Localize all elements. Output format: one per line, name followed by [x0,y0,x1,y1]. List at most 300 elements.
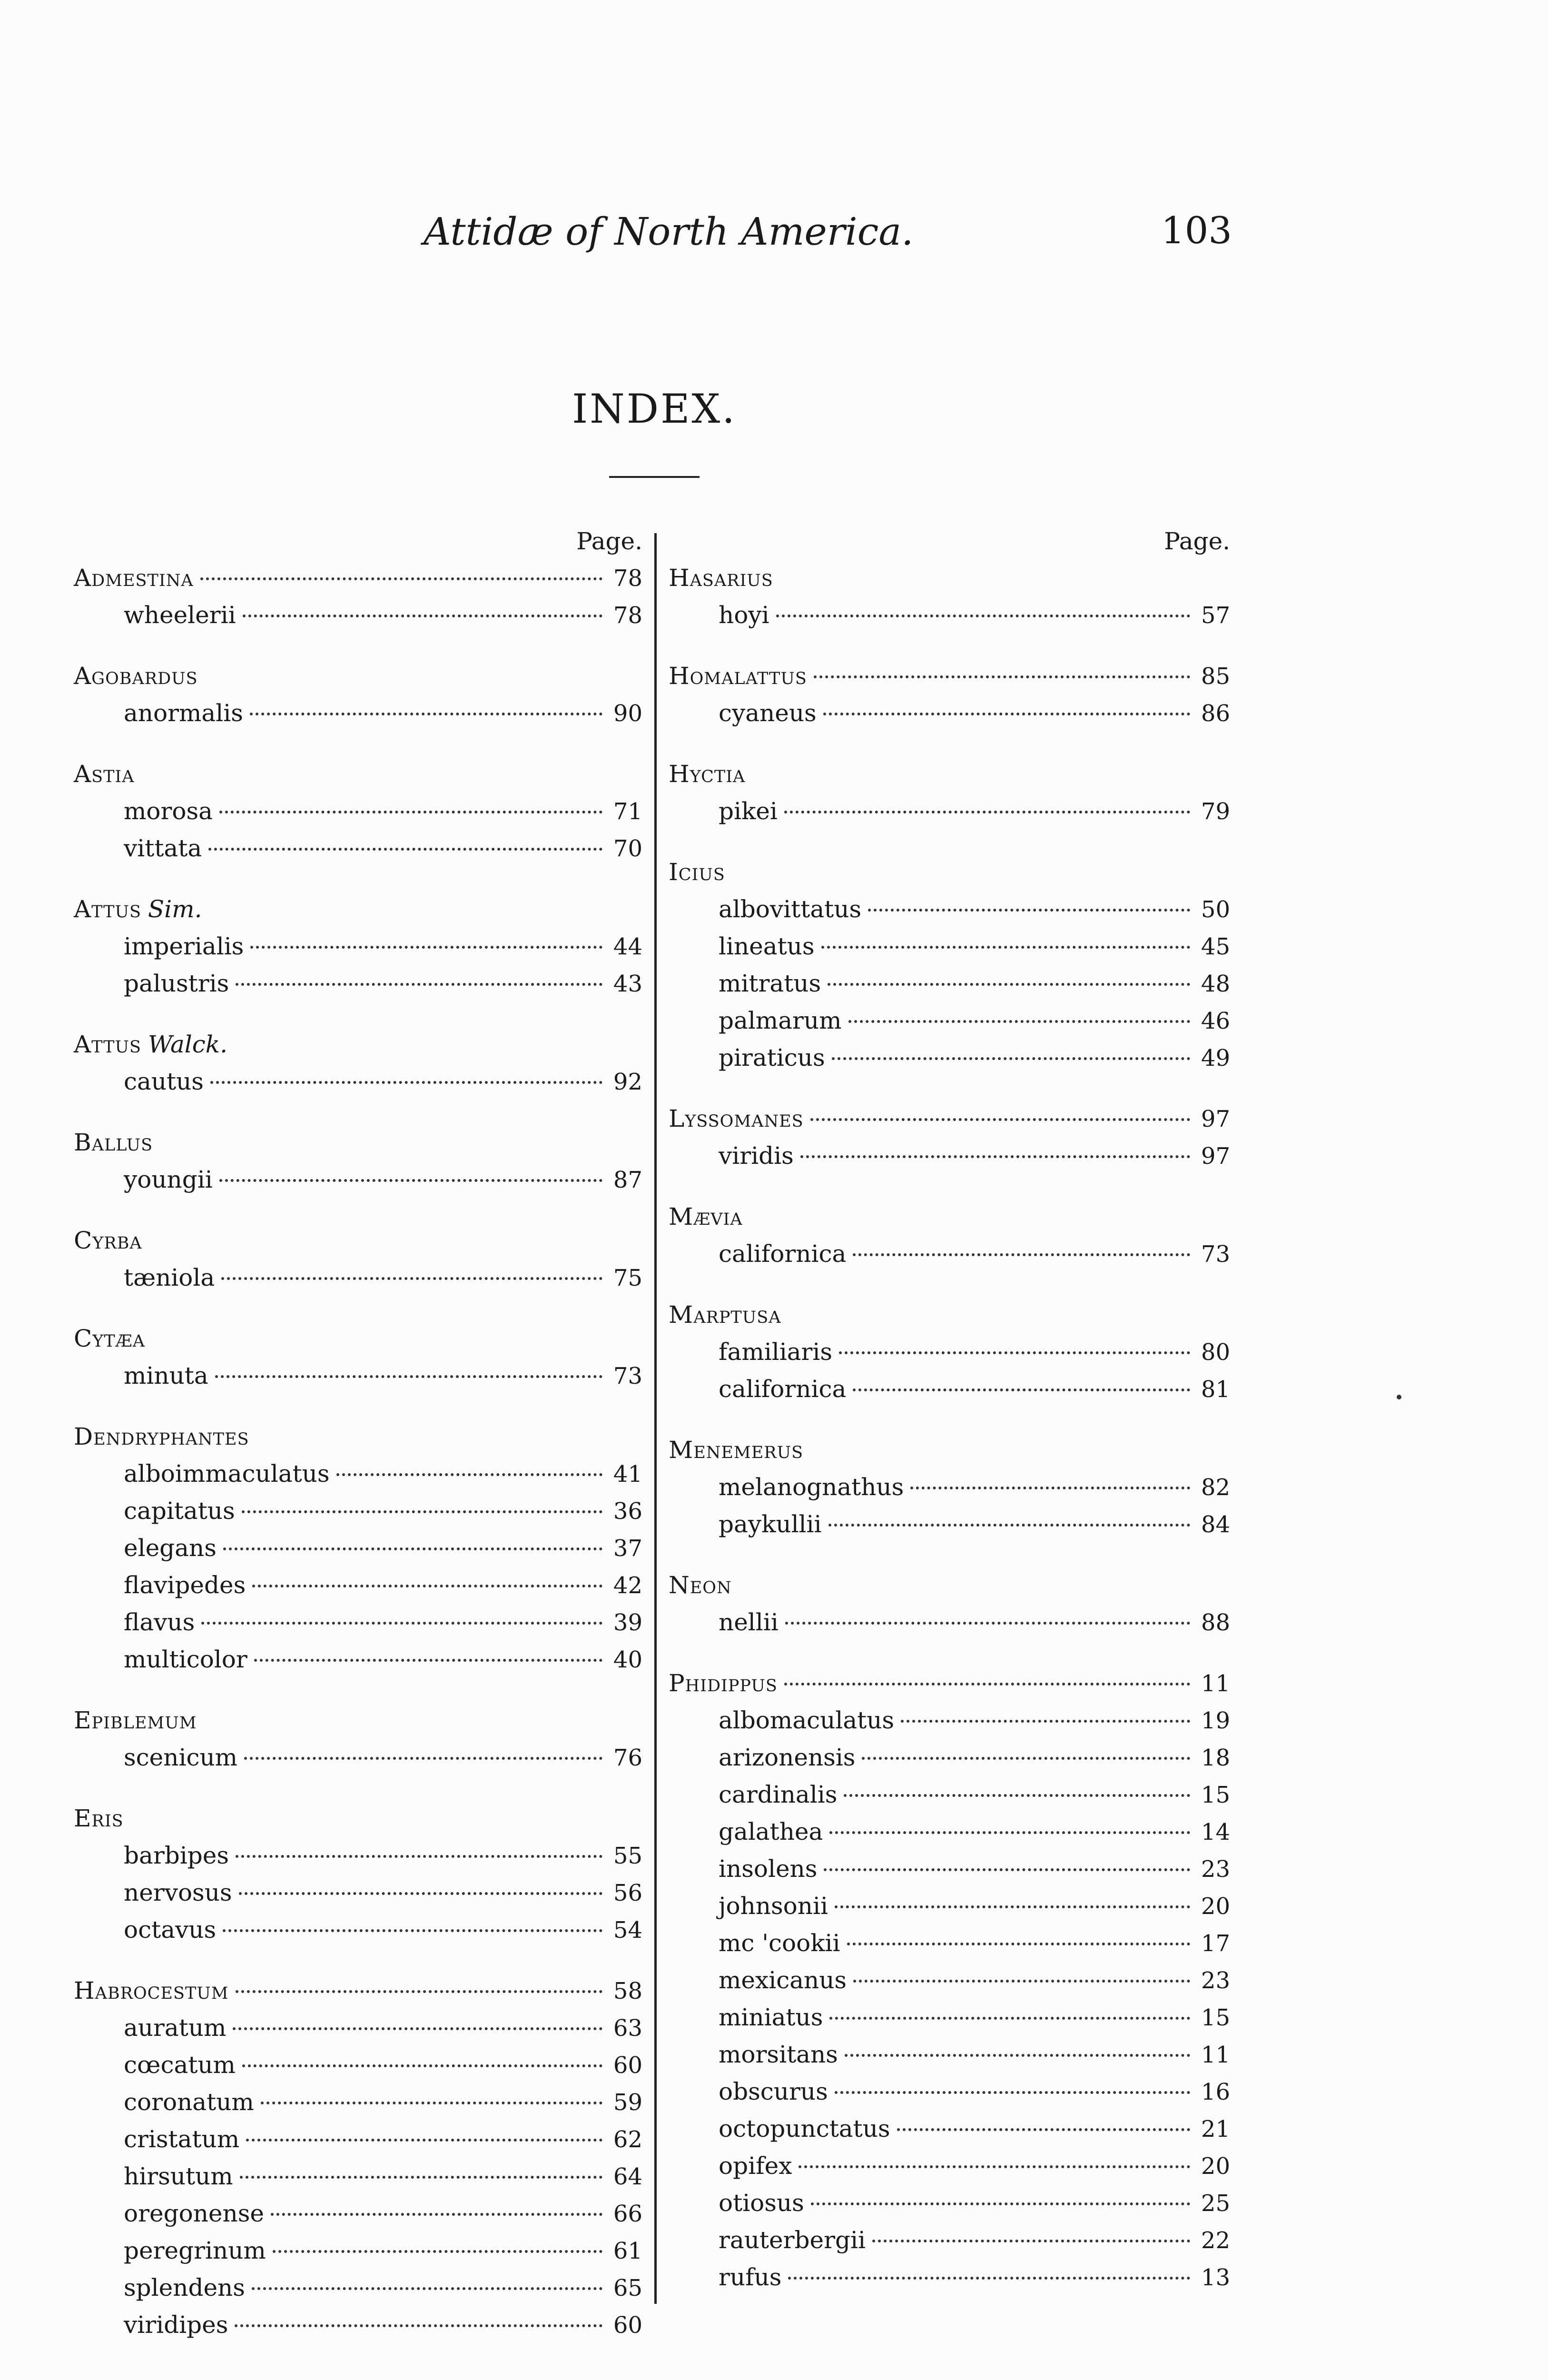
page-ref: 54 [613,1917,642,1944]
page-ref: 23 [1201,1856,1230,1883]
leader-dots [828,1524,1190,1527]
species-row [74,2009,642,2046]
species-name: cristatum [124,2125,240,2153]
leader-dots [828,983,1190,986]
leader-dots [872,2240,1190,2242]
species-name: cyaneus [719,699,817,727]
genus-row [669,853,1230,891]
species-name: wheelerii [124,601,236,629]
species-name: viridis [719,1142,794,1170]
page-ref: 36 [613,1498,642,1525]
leader-dots [221,1277,602,1280]
index-entry [74,1100,642,1198]
genus-row [669,559,1230,596]
leader-dots [242,2064,602,2067]
species-row [669,2221,1230,2259]
species-row [74,1911,642,1948]
page-ref: 64 [613,2163,642,2190]
page-ref: 15 [1201,2004,1230,2031]
species-row [74,1529,642,1567]
species-row [669,1506,1230,1543]
species-row [669,928,1230,965]
leader-dots [271,2213,602,2216]
leader-dots [845,2054,1190,2057]
species-name: vittata [124,834,202,862]
page-number: 103 [1161,209,1232,252]
genus-author: Walck. [148,1031,227,1058]
page-ref: 43 [613,971,642,997]
species-row [669,1604,1230,1641]
page-column-label: Page. [1164,527,1230,555]
page-column-label: Page. [576,527,642,555]
species-row [669,1002,1230,1039]
genus-row [74,1124,642,1161]
genus-name: Admestina [74,564,194,592]
species-name: hoyi [719,601,769,629]
leader-dots [784,811,1190,813]
species-name: cœcatum [124,2051,236,2079]
species-row [74,2121,642,2158]
page-ref: 66 [613,2201,642,2227]
species-row [669,1813,1230,1850]
leader-dots [853,1980,1190,1983]
leader-dots [811,2202,1190,2205]
genus-row [74,1418,642,1455]
column-divider [654,533,657,2304]
genus-name: Phidippus [669,1669,778,1697]
genus-name: Astia [74,760,135,788]
species-name: paykullii [719,1510,822,1538]
leader-dots [853,1253,1190,1256]
page-ref: 23 [1201,1967,1230,1994]
species-name: anormalis [124,699,243,727]
entry-spacer [74,1394,642,1418]
index-entry [669,1408,1230,1543]
genus-name: Attus [74,1031,141,1058]
genus-name: Hyctia [669,760,746,788]
species-row [74,1567,642,1604]
page-ref: 73 [1201,1241,1230,1268]
species-row [74,1161,642,1198]
index-entry [74,634,642,732]
index-entry [74,1002,642,1100]
species-name: pikei [719,797,778,825]
genus-name: Ballus [74,1129,153,1156]
species-name: miniatus [719,2003,823,2031]
genus-row [669,1665,1230,1702]
leader-dots [210,1081,602,1084]
leader-dots [823,713,1190,715]
index-entry [74,1776,642,1948]
species-row [74,2195,642,2232]
species-row [74,793,642,830]
species-row [74,965,642,1002]
page-ref: 87 [613,1167,642,1193]
page-ref: 21 [1201,2116,1230,2142]
species-name: morsitans [719,2041,838,2068]
species-row [669,1850,1230,1887]
species-row [669,1235,1230,1272]
species-name: johnsonii [719,1892,828,1920]
species-row [74,694,642,732]
page-ref: 11 [1201,1670,1230,1697]
species-name: splendens [124,2274,245,2301]
entry-spacer [74,1296,642,1320]
page-ref: 60 [613,2312,642,2339]
leader-dots [336,1473,603,1476]
species-name: oregonense [124,2200,264,2227]
page-ref: 25 [1201,2190,1230,2217]
species-row [669,1739,1230,1776]
species-row [74,2232,642,2269]
page-ref: 20 [1201,1893,1230,1920]
index-entry [74,1948,642,2343]
index-entry [669,1076,1230,1174]
page-ref: 11 [1201,2042,1230,2068]
page-ref: 79 [1201,798,1230,825]
page-ref: 19 [1201,1707,1230,1734]
genus-name: Cytæa [74,1325,146,1352]
page-ref: 15 [1201,1782,1230,1808]
genus-name: Agobardus [74,662,198,690]
page-ref: 97 [1201,1106,1230,1132]
species-row [74,1063,642,1100]
genus-row [74,1222,642,1259]
page-ref: 16 [1201,2079,1230,2105]
species-row [669,2110,1230,2147]
page-ref: 45 [1201,933,1230,960]
leader-dots [208,848,602,851]
running-title: Attidæ of North America. [424,209,914,254]
page-ref: 88 [1201,1609,1230,1636]
species-name: opifex [719,2152,792,2180]
leader-dots [862,1757,1190,1760]
page-ref: 62 [613,2126,642,2153]
leader-dots [236,1990,602,1993]
genus-row [669,1567,1230,1604]
species-row [669,1333,1230,1370]
genus-row [74,559,642,596]
species-row [74,1357,642,1394]
page-ref: 73 [613,1363,642,1389]
species-row [669,1924,1230,1962]
page-ref: 14 [1201,1819,1230,1845]
species-row [669,2184,1230,2221]
entry-spacer [74,1678,642,1702]
page-ref: 63 [613,2015,642,2042]
index-entry [74,559,642,634]
genus-name: Lyssomanes [669,1105,804,1132]
genus-row [669,1198,1230,1235]
species-name: mitratus [719,970,821,997]
page-ref: 48 [1201,971,1230,997]
entry-spacer [669,1641,1230,1665]
species-name: hirsutum [124,2162,233,2190]
page-ref: 86 [1201,700,1230,727]
genus-row [669,1296,1230,1333]
leader-dots [219,1179,602,1182]
species-name: lineatus [719,932,815,960]
page-ref: 46 [1201,1008,1230,1034]
leader-dots [814,675,1190,678]
leader-dots [835,1905,1190,1908]
leader-dots [200,577,602,580]
page-ref: 92 [613,1069,642,1095]
leader-dots [244,1757,602,1760]
entry-spacer [74,634,642,657]
species-name: scenicum [124,1744,238,1771]
index-title: INDEX. [572,386,737,432]
leader-dots [252,1585,602,1587]
page-ref: 17 [1201,1930,1230,1957]
leader-dots [242,1510,602,1513]
genus-name: Epiblemum [74,1706,197,1734]
species-row [74,1604,642,1641]
species-row [669,694,1230,732]
species-name: mc 'cookii [719,1929,840,1957]
page-ref: 97 [1201,1143,1230,1170]
leader-dots [233,2027,602,2030]
species-name: flavipedes [124,1571,246,1599]
leader-dots [223,1929,602,1932]
leader-dots [832,1057,1190,1060]
species-name: morosa [124,797,213,825]
species-row [669,1370,1230,1408]
entry-spacer [669,732,1230,755]
species-name: insolens [719,1855,818,1883]
species-row [669,965,1230,1002]
leader-dots [848,1020,1190,1023]
species-name: octavus [124,1916,217,1944]
species-row [74,1259,642,1296]
species-row [669,2036,1230,2073]
entry-spacer [74,1100,642,1124]
index-entry [74,867,642,1002]
page-ref: 50 [1201,896,1230,923]
genus-row [74,1972,642,2009]
species-name: californica [719,1240,847,1268]
index-entry [669,830,1230,1076]
leader-dots [235,2324,602,2327]
genus-name: Marptusa [669,1301,781,1329]
leader-dots [236,1855,602,1858]
species-name: californica [719,1375,847,1403]
page-ref: 37 [613,1535,642,1562]
species-row [669,1702,1230,1739]
page-ref: 20 [1201,2153,1230,2180]
leader-dots [273,2250,602,2253]
leader-dots [800,1155,1190,1158]
species-row [74,2269,642,2306]
entry-spacer [74,867,642,891]
species-row [669,2073,1230,2110]
genus-row [669,1431,1230,1468]
page-ref: 61 [613,2238,642,2264]
species-name: albovittatus [719,895,862,923]
genus-name: Eris [74,1805,124,1832]
genus-author: Sim. [148,895,202,923]
genus-name: Neon [669,1571,732,1599]
species-name: obscurus [719,2078,828,2105]
page-ref: 70 [613,835,642,862]
leader-dots [788,2277,1190,2280]
index-entry [669,1543,1230,1641]
index-entry [669,1272,1230,1408]
index-entry [74,1394,642,1678]
page-ref: 90 [613,700,642,727]
leader-dots [835,2091,1190,2094]
species-name: palmarum [719,1007,842,1034]
species-row [669,1887,1230,1924]
page-ref: 82 [1201,1474,1230,1501]
species-row [74,1874,642,1911]
leader-dots [784,1683,1190,1686]
leader-dots [243,615,602,617]
species-row [669,596,1230,634]
genus-name: Attus [74,895,141,923]
genus-name: Habrocestum [74,1977,229,2004]
species-row [669,1468,1230,1506]
genus-name: Icius [669,858,725,886]
index-entry [669,634,1230,732]
leader-dots [246,2139,602,2142]
entry-spacer [669,1272,1230,1296]
species-name: elegans [124,1534,217,1562]
page-ref: 22 [1201,2227,1230,2254]
genus-row [74,1320,642,1357]
leader-dots [215,1375,602,1378]
page-ref: 75 [613,1265,642,1291]
species-name: albomaculatus [719,1706,895,1734]
page-ref: 55 [613,1843,642,1869]
leader-dots [897,2128,1190,2131]
leader-dots [785,1622,1190,1625]
species-name: piraticus [719,1044,825,1071]
species-row [74,596,642,634]
species-name: barbipes [124,1842,229,1869]
leader-dots [910,1487,1190,1489]
species-row [669,1999,1230,2036]
species-name: palustris [124,970,229,997]
species-name: galathea [719,1818,823,1845]
species-row [74,1492,642,1529]
species-row [74,2046,642,2083]
species-name: otiosus [719,2189,804,2217]
species-row [74,928,642,965]
scan-speck [1397,1395,1401,1399]
leader-dots [250,713,602,715]
species-row [74,2083,642,2121]
entry-spacer [669,1543,1230,1567]
page-ref: 13 [1201,2264,1230,2291]
species-row [669,1039,1230,1076]
leader-dots [824,1868,1190,1871]
index-column-left [74,524,642,2343]
species-name: cardinalis [719,1781,838,1808]
index-entry [669,1641,1230,2296]
leader-dots [799,2165,1190,2168]
species-row [669,891,1230,928]
species-name: capitatus [124,1497,235,1525]
leader-dots [853,1388,1190,1391]
leader-dots [810,1118,1190,1121]
leader-dots [839,1351,1190,1354]
page-ref: 39 [613,1609,642,1636]
species-row [669,793,1230,830]
species-row [74,1641,642,1678]
entry-spacer [74,732,642,755]
page-ref: 65 [613,2275,642,2301]
entry-spacer [669,1408,1230,1431]
species-name: octopunctatus [719,2115,890,2142]
leader-dots [254,1659,602,1662]
leader-dots [821,946,1190,949]
page-ref: 56 [613,1880,642,1906]
leader-dots [829,1831,1190,1834]
index-entry [669,732,1230,830]
genus-name: Homalattus [669,662,807,690]
entry-spacer [74,1198,642,1222]
page-ref: 49 [1201,1045,1230,1071]
species-row [74,1455,642,1492]
page-ref: 58 [613,1978,642,2004]
leader-dots [261,2102,602,2104]
leader-dots [252,2287,602,2290]
page-ref: 40 [613,1646,642,1673]
leader-dots [219,811,602,813]
species-name: nervosus [124,1879,232,1906]
index-entry [74,1678,642,1776]
page-ref: 60 [613,2052,642,2079]
species-name: rufus [719,2263,782,2291]
species-row [669,1137,1230,1174]
genus-name: Mævia [669,1203,743,1230]
genus-row [74,891,642,928]
entry-spacer [669,1174,1230,1198]
species-name: coronatum [124,2088,254,2116]
page-ref: 84 [1201,1511,1230,1538]
genus-name: Cyrba [74,1227,142,1254]
page-ref: 41 [613,1461,642,1488]
leader-dots [847,1943,1190,1945]
entry-spacer [669,634,1230,657]
page-ref: 85 [1201,663,1230,690]
entry-spacer [74,1776,642,1800]
species-name: mexicanus [719,1966,847,1994]
species-name: flavus [124,1608,195,1636]
genus-row [74,755,642,793]
genus-row [669,1100,1230,1137]
leader-dots [223,1547,602,1550]
genus-row [74,1026,642,1063]
species-name: alboimmaculatus [124,1460,330,1488]
page-ref: 76 [613,1745,642,1771]
species-name: familiaris [719,1338,833,1366]
index-column-right [669,524,1230,2296]
page-ref: 18 [1201,1745,1230,1771]
species-row [74,1739,642,1776]
species-name: peregrinum [124,2237,266,2264]
species-row [669,2259,1230,2296]
leader-dots [829,2017,1190,2020]
species-name: nellii [719,1608,779,1636]
index-entry [74,1296,642,1394]
species-row [669,1776,1230,1813]
species-name: multicolor [124,1646,247,1673]
genus-row [669,755,1230,793]
species-name: cautus [124,1068,204,1095]
leader-dots [776,615,1190,617]
